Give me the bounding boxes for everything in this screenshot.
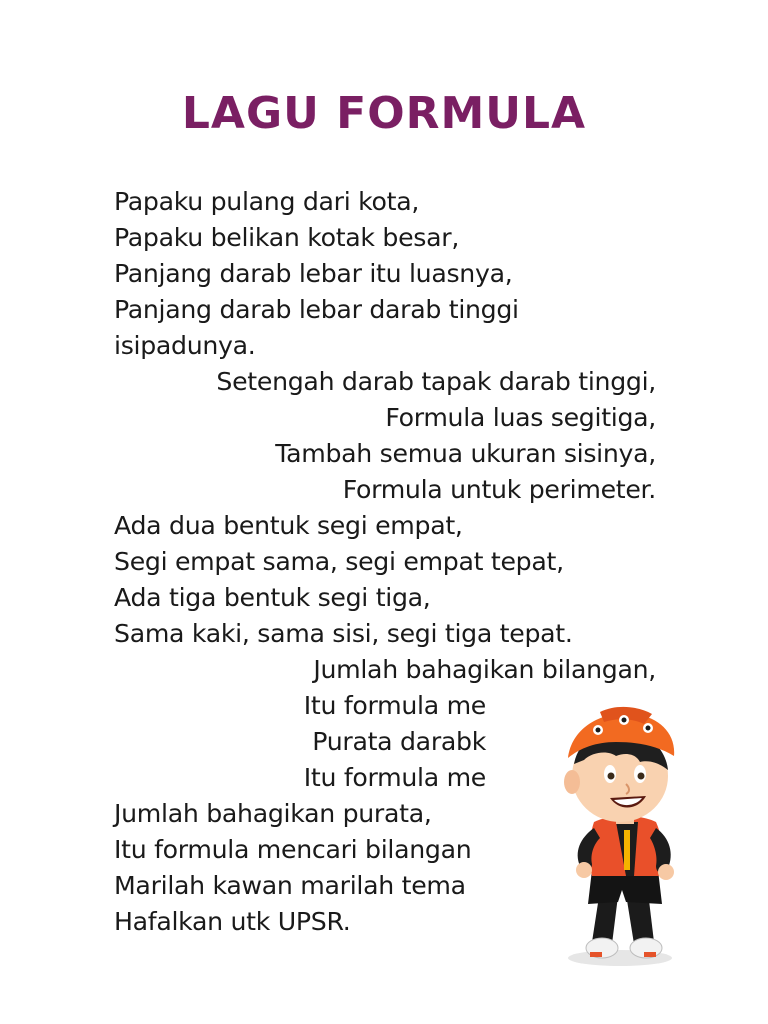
- poem-line: Panjang darab lebar itu luasnya,: [114, 259, 513, 288]
- cartoon-character-illustration: [488, 690, 704, 980]
- poem-line: Formula untuk perimeter.: [342, 475, 656, 504]
- poem-line: Jumlah bahagikan bilangan,: [313, 655, 656, 684]
- page-title: LAGU FORMULA: [181, 88, 587, 139]
- poem-line: isipadunya.: [114, 331, 256, 360]
- poem-line: Papaku pulang dari kota,: [114, 187, 420, 216]
- poem-line: Papaku belikan kotak besar,: [114, 223, 460, 252]
- poem-line: Ada tiga bentuk segi tiga,: [114, 583, 431, 612]
- poem-line: Ada dua bentuk segi empat,: [114, 511, 463, 540]
- poem-line: Marilah kawan marilah tema: [114, 871, 466, 900]
- poem-line: Panjang darab lebar darab tinggi: [114, 295, 519, 324]
- poem-line: Itu formula me: [303, 691, 486, 720]
- poem-line: Tambah semua ukuran sisinya,: [275, 439, 656, 468]
- poem-line: Purata darabk: [312, 727, 486, 756]
- poem-line: Hafalkan utk UPSR.: [114, 907, 351, 936]
- poem-line: Segi empat sama, segi empat tepat,: [114, 547, 564, 576]
- poem-line: Jumlah bahagikan purata,: [114, 799, 432, 828]
- poem-line: Formula luas segitiga,: [385, 403, 656, 432]
- poem-line: Setengah darab tapak darab tinggi,: [216, 367, 656, 396]
- poem-line: Itu formula mencari bilangan: [114, 835, 472, 864]
- poem-line: Sama kaki, sama sisi, segi tiga tepat.: [114, 619, 573, 648]
- poem-line: Itu formula me: [303, 763, 486, 792]
